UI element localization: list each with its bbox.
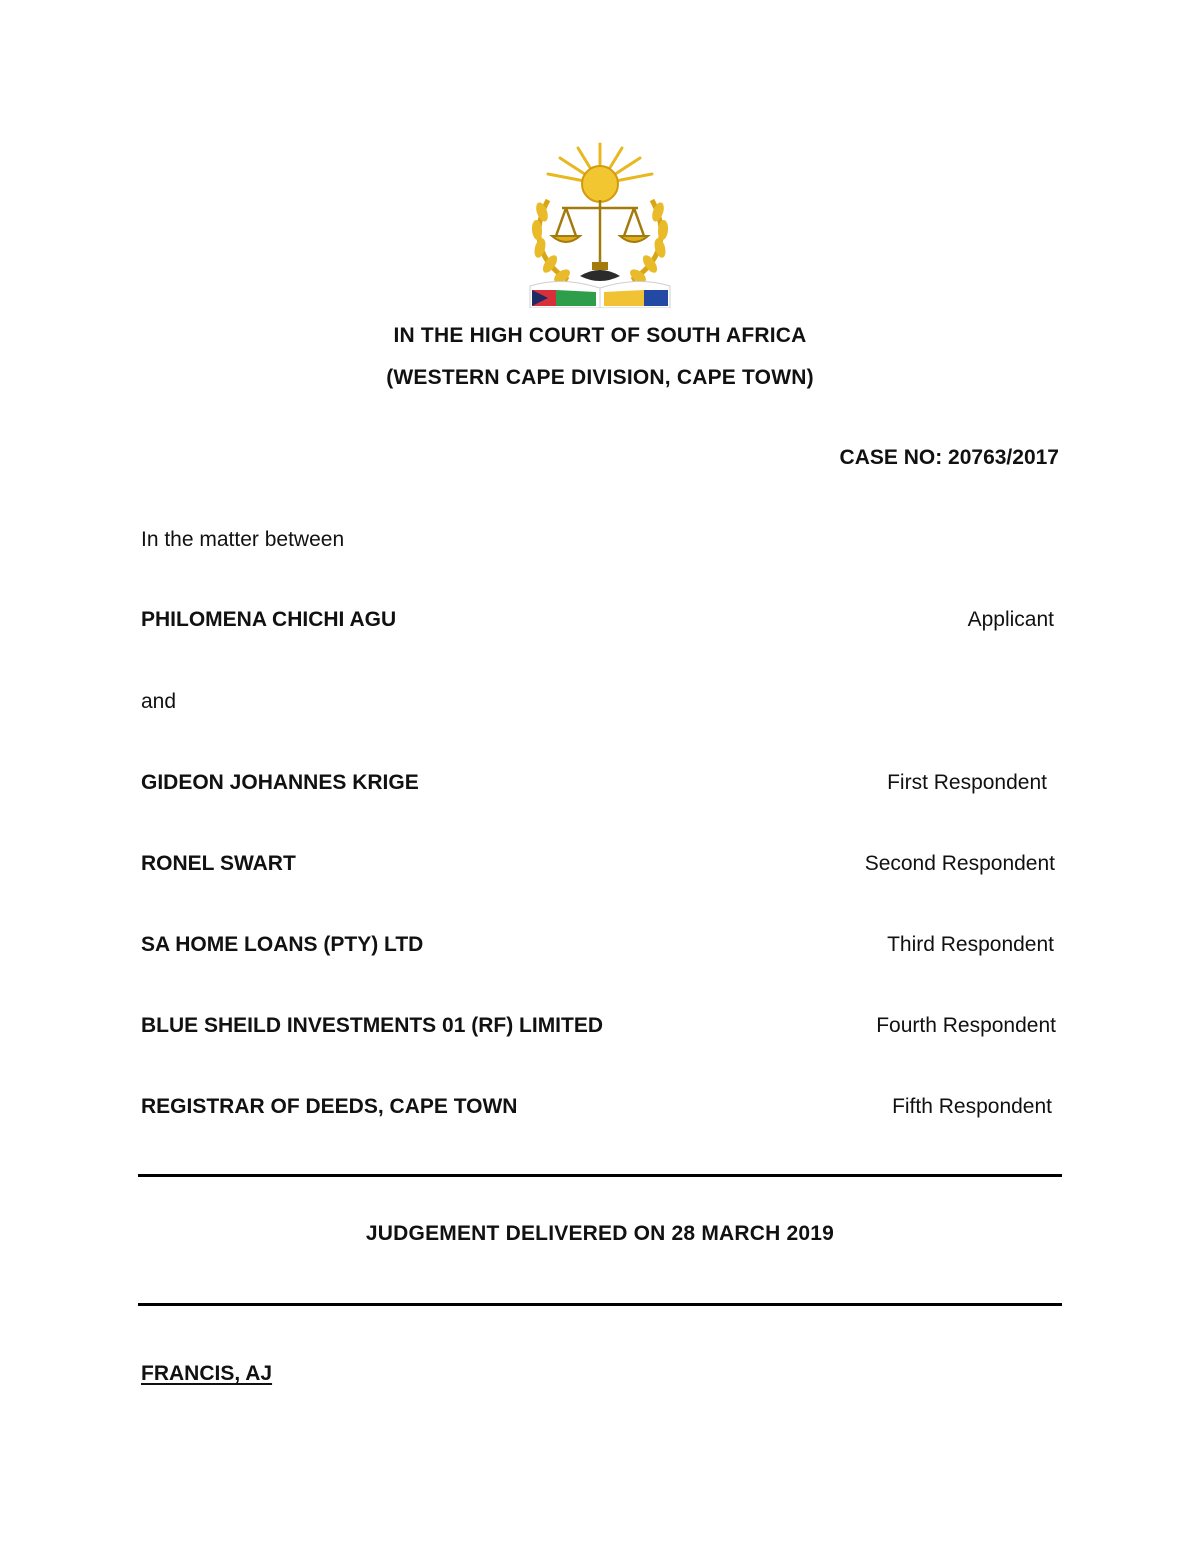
respondent-name-3: SA HOME LOANS (PTY) LTD bbox=[141, 933, 424, 956]
divider-bottom bbox=[138, 1303, 1062, 1306]
court-crest-icon bbox=[522, 140, 678, 308]
conjunction-and: and bbox=[141, 690, 177, 713]
respondent-name-1: GIDEON JOHANNES KRIGE bbox=[141, 771, 419, 794]
respondent-name-4: BLUE SHEILD INVESTMENTS 01 (RF) LIMITED bbox=[141, 1014, 604, 1037]
respondent-role-1: First Respondent bbox=[887, 771, 1047, 794]
respondent-role-5: Fifth Respondent bbox=[892, 1095, 1052, 1118]
respondent-name-5: REGISTRAR OF DEEDS, CAPE TOWN bbox=[141, 1095, 518, 1118]
respondent-role-4: Fourth Respondent bbox=[876, 1014, 1056, 1037]
judge-name: FRANCIS, AJ bbox=[141, 1362, 273, 1385]
respondent-name-2: RONEL SWART bbox=[141, 852, 296, 875]
court-name: IN THE HIGH COURT OF SOUTH AFRICA bbox=[393, 324, 807, 347]
matter-intro: In the matter between bbox=[141, 528, 345, 551]
judgement-delivered: JUDGEMENT DELIVERED ON 28 MARCH 2019 bbox=[365, 1222, 835, 1245]
respondent-role-2: Second Respondent bbox=[864, 852, 1055, 875]
applicant-role: Applicant bbox=[967, 608, 1054, 631]
applicant-name: PHILOMENA CHICHI AGU bbox=[141, 608, 397, 631]
case-number: CASE NO: 20763/2017 bbox=[839, 446, 1059, 469]
divider-top bbox=[138, 1174, 1062, 1177]
court-division: (WESTERN CAPE DIVISION, CAPE TOWN) bbox=[386, 366, 814, 389]
respondent-role-3: Third Respondent bbox=[887, 933, 1054, 956]
